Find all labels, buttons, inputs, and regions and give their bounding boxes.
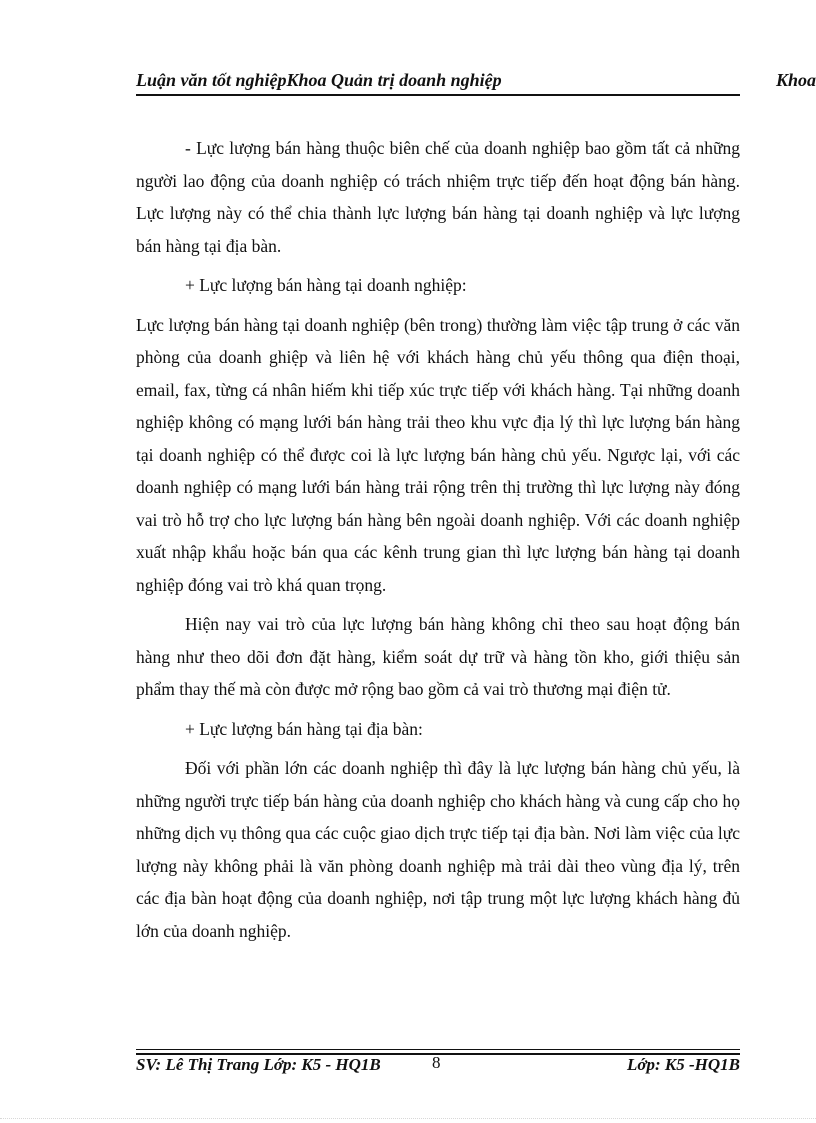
paragraph-sales-force-definition: - Lực lượng bán hàng thuộc biên chế của doanh nghiệp bao gồm tất cả những người lao động của doanh nghiệp có trách nhiệm trực tiếp đến hoạt động bán hàng. Lực lượng này có thể chia thành lực lượng bán hàng tại doanh nghiệp và lực lượng bán hàng tại địa bàn. <box>136 138 740 256</box>
paragraph-field-sales-force: Đối với phần lớn các doanh nghiệp thì đây là lực lượng bán hàng chủ yếu, là những người trực tiếp bán hàng của doanh nghiệp cho khách hàng và cung cấp cho họ những dịch vụ thông qua các cuộc giao dịch trực tiếp tại địa bàn. Nơi làm việc của lực lượng này không phải là văn phòng doanh nghiệp mà trải dài theo vùng địa lý, trên các địa bàn hoạt động của doanh nghiệp, nơi tập trung một lực lượng khách hàng đủ lớn của doanh nghiệp. <box>136 758 740 941</box>
page-footer <box>136 1055 740 1079</box>
subheading-field-sales-force: + Lực lượng bán hàng tại địa bàn: <box>185 718 423 739</box>
subheading-internal-sales-force: + Lực lượng bán hàng tại doanh nghiệp: <box>185 275 467 295</box>
footer-class-info: Lớp: K5 -HQ1B <box>626 1055 740 1074</box>
header-title-overflow: Khoa <box>776 70 816 90</box>
paragraph-sales-force-role: Hiện nay vai trò của lực lượng bán hàng không chỉ theo sau hoạt động bán hàng như theo dõi đơn đặt hàng, kiểm soát dự trữ và hàng tồn kho, giới thiệu sản phẩm thay thế mà còn được mở rộng bao gồm cả vai trò thương mại điện tử. <box>136 614 740 699</box>
page-number: 8 <box>432 1053 441 1072</box>
header-rule <box>136 94 740 96</box>
footer-student-info: SV: Lê Thị Trang Lớp: K5 - HQ1B <box>136 1055 381 1074</box>
header-title: Luận văn tốt nghiệpKhoa Quản trị doanh nghiệp <box>136 70 502 90</box>
page-edge-divider <box>0 1118 816 1119</box>
page-header <box>136 70 816 94</box>
paragraph-internal-sales-force: Lực lượng bán hàng tại doanh nghiệp (bên trong) thường làm việc tập trung ở các văn phòng của doanh ghiệp và liên hệ với khách hàng chủ yếu thông qua điện thoại, email, fax, từng cá nhân hiếm khi tiếp xúc trực tiếp với khách hàng. Tại những doanh nghiệp không có mạng lưới bán hàng trải theo khu vực địa lý thì lực lượng bán hàng tại doanh nghiệp có thể được coi là lực lượng bán hàng chủ yếu. Ngược lại, với các doanh nghiệp có mạng lưới bán hàng trải rộng trên thị trường thì lực lượng này đóng vai trò hỗ trợ cho lực lượng bán hàng bên ngoài doanh nghiệp. Với các doanh nghiệp xuất nhập khẩu hoặc bán qua các kênh trung gian thì lực lượng bán hàng tại doanh nghiệp đóng vai trò khá quan trọng. <box>136 314 740 595</box>
document-body <box>136 132 740 954</box>
footer-rule-thin <box>136 1049 740 1050</box>
